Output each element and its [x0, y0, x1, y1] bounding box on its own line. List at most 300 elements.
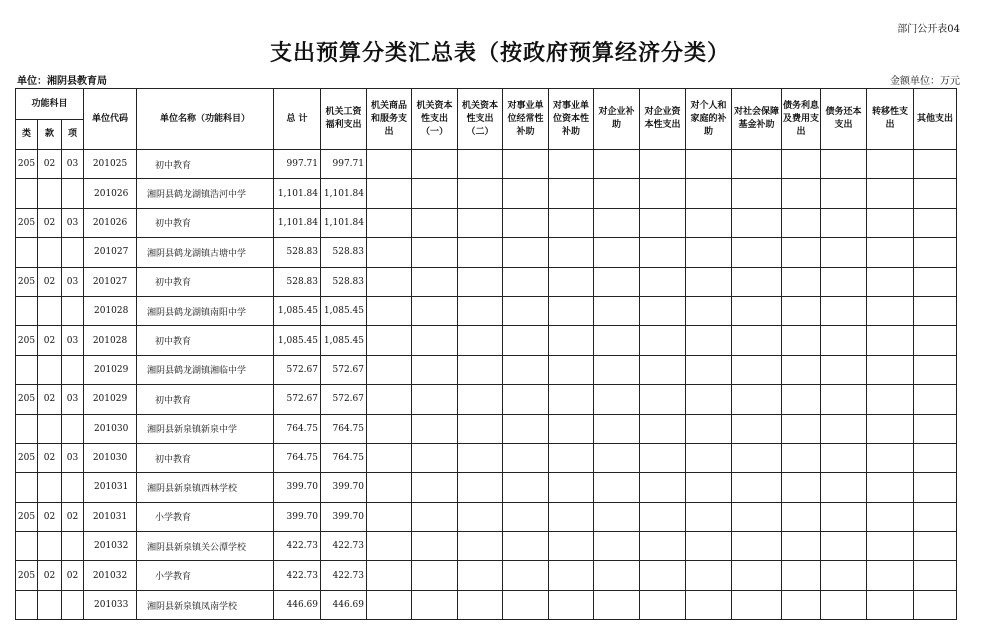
- xiang-cell: [62, 355, 84, 384]
- kuan-cell: [38, 473, 62, 502]
- empty-cell: [503, 590, 549, 619]
- empty-cell: [412, 473, 458, 502]
- table-row: [16, 473, 957, 502]
- col-header: 其他支出: [914, 89, 957, 150]
- empty-cell: [782, 326, 821, 355]
- empty-cell: [458, 296, 503, 325]
- empty-cell: [686, 502, 732, 531]
- xiang-cell: [62, 473, 84, 502]
- wage-cell: 422.73: [321, 532, 367, 561]
- empty-cell: [867, 326, 914, 355]
- empty-cell: [640, 590, 686, 619]
- kuan-cell: 02: [38, 502, 62, 531]
- lei-cell: [16, 179, 38, 208]
- unit-name-cell: 湘阴县新泉镇新泉中学: [137, 414, 274, 443]
- empty-cell: [821, 385, 867, 414]
- xiang-cell: 03: [62, 443, 84, 472]
- empty-cell: [549, 208, 594, 237]
- empty-cell: [640, 385, 686, 414]
- wage-cell: 446.69: [321, 590, 367, 619]
- empty-cell: [458, 561, 503, 590]
- kuan-cell: [38, 296, 62, 325]
- lei-cell: 205: [16, 502, 38, 531]
- unit-code-cell: 201029: [84, 355, 137, 384]
- unit-code-cell: 201033: [84, 590, 137, 619]
- empty-cell: [594, 385, 640, 414]
- empty-cell: [821, 443, 867, 472]
- empty-cell: [821, 561, 867, 590]
- unit-code-cell: 201030: [84, 414, 137, 443]
- empty-cell: [412, 238, 458, 267]
- empty-cell: [503, 267, 549, 296]
- amount-unit-label: 金额单位：万元: [890, 76, 960, 87]
- unit-code-cell: 201032: [84, 561, 137, 590]
- table-row: [16, 238, 957, 267]
- table-row: [16, 296, 957, 325]
- wage-cell: 1,101.84: [321, 179, 367, 208]
- empty-cell: [549, 502, 594, 531]
- empty-cell: [732, 502, 782, 531]
- unit-code-header: 单位代码: [84, 89, 137, 150]
- empty-cell: [821, 208, 867, 237]
- empty-cell: [594, 179, 640, 208]
- empty-cell: [594, 473, 640, 502]
- col-header: 机关资本性支出（一）: [412, 89, 458, 150]
- xiang-cell: [62, 414, 84, 443]
- table-row: [16, 326, 957, 355]
- total-cell: 399.70: [274, 502, 321, 531]
- empty-cell: [686, 326, 732, 355]
- col-header: 对事业单位经常性补助: [503, 89, 549, 150]
- table-row: [16, 443, 957, 472]
- col-header: 对个人和家庭的补助: [686, 89, 732, 150]
- table-row: [16, 532, 957, 561]
- empty-cell: [594, 267, 640, 296]
- total-cell: 572.67: [274, 355, 321, 384]
- empty-cell: [914, 590, 957, 619]
- empty-cell: [458, 414, 503, 443]
- empty-cell: [549, 532, 594, 561]
- empty-cell: [821, 179, 867, 208]
- empty-cell: [732, 561, 782, 590]
- unit-name-cell: 小学教育: [137, 561, 274, 590]
- empty-cell: [458, 179, 503, 208]
- empty-cell: [367, 208, 412, 237]
- empty-cell: [367, 473, 412, 502]
- unit-code-cell: 201029: [84, 385, 137, 414]
- col-header: 机关资本性支出（二）: [458, 89, 503, 150]
- empty-cell: [914, 502, 957, 531]
- unit-code-cell: 201030: [84, 443, 137, 472]
- empty-cell: [367, 326, 412, 355]
- unit-name-cell: 湘阴县新泉镇关公潭学校: [137, 532, 274, 561]
- xiang-cell: 03: [62, 208, 84, 237]
- empty-cell: [594, 590, 640, 619]
- empty-cell: [458, 238, 503, 267]
- empty-cell: [732, 238, 782, 267]
- empty-cell: [503, 238, 549, 267]
- empty-cell: [549, 238, 594, 267]
- empty-cell: [821, 296, 867, 325]
- empty-cell: [549, 296, 594, 325]
- empty-cell: [412, 179, 458, 208]
- empty-cell: [549, 443, 594, 472]
- empty-cell: [732, 179, 782, 208]
- empty-cell: [594, 238, 640, 267]
- xiang-cell: [62, 179, 84, 208]
- empty-cell: [458, 355, 503, 384]
- col-header: 债务还本支出: [821, 89, 867, 150]
- lei-cell: [16, 590, 38, 619]
- empty-cell: [549, 385, 594, 414]
- lei-cell: 205: [16, 385, 38, 414]
- empty-cell: [821, 355, 867, 384]
- kuan-header: 款: [38, 120, 62, 150]
- empty-cell: [640, 414, 686, 443]
- empty-cell: [594, 532, 640, 561]
- empty-cell: [412, 532, 458, 561]
- empty-cell: [640, 355, 686, 384]
- empty-cell: [549, 561, 594, 590]
- total-cell: 764.75: [274, 443, 321, 472]
- total-cell: 997.71: [274, 150, 321, 179]
- xiang-cell: 03: [62, 150, 84, 179]
- empty-cell: [821, 326, 867, 355]
- empty-cell: [686, 443, 732, 472]
- empty-cell: [549, 267, 594, 296]
- empty-cell: [914, 385, 957, 414]
- empty-cell: [640, 150, 686, 179]
- empty-cell: [867, 443, 914, 472]
- total-cell: 1,085.45: [274, 296, 321, 325]
- empty-cell: [594, 150, 640, 179]
- empty-cell: [412, 355, 458, 384]
- empty-cell: [686, 238, 732, 267]
- kuan-cell: 02: [38, 150, 62, 179]
- empty-cell: [821, 267, 867, 296]
- col-header: 机关工资福利支出: [321, 89, 367, 150]
- col-header: 转移性支出: [867, 89, 914, 150]
- empty-cell: [867, 590, 914, 619]
- table-row: [16, 590, 957, 619]
- wage-cell: 1,085.45: [321, 296, 367, 325]
- empty-cell: [458, 267, 503, 296]
- total-cell: 764.75: [274, 414, 321, 443]
- empty-cell: [782, 473, 821, 502]
- empty-cell: [503, 385, 549, 414]
- empty-cell: [782, 385, 821, 414]
- empty-cell: [732, 532, 782, 561]
- table-row: [16, 502, 957, 531]
- kuan-cell: 02: [38, 267, 62, 296]
- col-header: 债务利息及费用支出: [782, 89, 821, 150]
- wage-cell: 764.75: [321, 443, 367, 472]
- wage-cell: 1,085.45: [321, 326, 367, 355]
- empty-cell: [821, 502, 867, 531]
- empty-cell: [594, 208, 640, 237]
- unit-name-cell: 小学教育: [137, 502, 274, 531]
- empty-cell: [686, 385, 732, 414]
- empty-cell: [914, 414, 957, 443]
- empty-cell: [914, 267, 957, 296]
- kuan-cell: 02: [38, 385, 62, 414]
- empty-cell: [821, 414, 867, 443]
- wage-cell: 528.83: [321, 238, 367, 267]
- empty-cell: [867, 414, 914, 443]
- empty-cell: [732, 326, 782, 355]
- empty-cell: [732, 414, 782, 443]
- kuan-cell: [38, 590, 62, 619]
- empty-cell: [412, 502, 458, 531]
- empty-cell: [367, 502, 412, 531]
- empty-cell: [412, 414, 458, 443]
- kuan-cell: [38, 414, 62, 443]
- empty-cell: [914, 238, 957, 267]
- empty-cell: [914, 561, 957, 590]
- kuan-cell: [38, 355, 62, 384]
- empty-cell: [367, 385, 412, 414]
- lei-cell: 205: [16, 150, 38, 179]
- xiang-cell: 03: [62, 385, 84, 414]
- empty-cell: [367, 296, 412, 325]
- empty-cell: [867, 561, 914, 590]
- kuan-cell: [38, 238, 62, 267]
- total-cell: 422.73: [274, 561, 321, 590]
- empty-cell: [458, 502, 503, 531]
- empty-cell: [867, 502, 914, 531]
- empty-cell: [914, 532, 957, 561]
- empty-cell: [412, 385, 458, 414]
- total-cell: 572.67: [274, 385, 321, 414]
- empty-cell: [867, 238, 914, 267]
- lei-cell: 205: [16, 326, 38, 355]
- empty-cell: [503, 414, 549, 443]
- unit-name-cell: 湘阴县鹤龙湖镇湘临中学: [137, 355, 274, 384]
- empty-cell: [821, 590, 867, 619]
- func-subject-header: 功能科目: [16, 89, 84, 120]
- empty-cell: [867, 208, 914, 237]
- empty-cell: [867, 355, 914, 384]
- empty-cell: [782, 238, 821, 267]
- empty-cell: [686, 414, 732, 443]
- empty-cell: [782, 502, 821, 531]
- empty-cell: [732, 208, 782, 237]
- unit-name-cell: 湘阴县鹤龙湖镇南阳中学: [137, 296, 274, 325]
- unit-code-cell: 201031: [84, 473, 137, 502]
- kuan-cell: [38, 179, 62, 208]
- unit-code-cell: 201025: [84, 150, 137, 179]
- empty-cell: [594, 414, 640, 443]
- empty-cell: [503, 208, 549, 237]
- wage-cell: 572.67: [321, 355, 367, 384]
- empty-cell: [549, 355, 594, 384]
- empty-cell: [412, 296, 458, 325]
- lei-cell: [16, 414, 38, 443]
- unit-code-cell: 201028: [84, 296, 137, 325]
- table-row: [16, 208, 957, 237]
- total-header: 总 计: [274, 89, 321, 150]
- unit-name-header: 单位名称（功能科目）: [137, 89, 274, 150]
- empty-cell: [458, 385, 503, 414]
- lei-cell: 205: [16, 208, 38, 237]
- table-row: [16, 179, 957, 208]
- empty-cell: [782, 561, 821, 590]
- empty-cell: [867, 150, 914, 179]
- empty-cell: [458, 443, 503, 472]
- empty-cell: [782, 355, 821, 384]
- empty-cell: [732, 473, 782, 502]
- empty-cell: [686, 473, 732, 502]
- unit-name-cell: 初中教育: [137, 443, 274, 472]
- lei-cell: [16, 473, 38, 502]
- empty-cell: [640, 561, 686, 590]
- xiang-cell: 02: [62, 561, 84, 590]
- unit-name-cell: 湘阴县新泉镇西林学校: [137, 473, 274, 502]
- empty-cell: [458, 150, 503, 179]
- empty-cell: [367, 443, 412, 472]
- empty-cell: [867, 267, 914, 296]
- unit-name-cell: 初中教育: [137, 150, 274, 179]
- empty-cell: [367, 355, 412, 384]
- empty-cell: [782, 267, 821, 296]
- total-cell: 1,101.84: [274, 179, 321, 208]
- empty-cell: [914, 443, 957, 472]
- xiang-cell: [62, 296, 84, 325]
- lei-cell: [16, 238, 38, 267]
- xiang-cell: [62, 532, 84, 561]
- empty-cell: [867, 179, 914, 208]
- unit-name-cell: 初中教育: [137, 208, 274, 237]
- empty-cell: [914, 355, 957, 384]
- empty-cell: [594, 502, 640, 531]
- unit-code-cell: 201028: [84, 326, 137, 355]
- empty-cell: [732, 443, 782, 472]
- empty-cell: [821, 238, 867, 267]
- lei-cell: 205: [16, 561, 38, 590]
- lei-cell: [16, 355, 38, 384]
- lei-cell: [16, 532, 38, 561]
- wage-cell: 528.83: [321, 267, 367, 296]
- empty-cell: [914, 296, 957, 325]
- empty-cell: [458, 208, 503, 237]
- empty-cell: [549, 326, 594, 355]
- wage-cell: 1,101.84: [321, 208, 367, 237]
- empty-cell: [782, 414, 821, 443]
- col-header: 机关商品和服务支出: [367, 89, 412, 150]
- empty-cell: [503, 561, 549, 590]
- unit-name-cell: 初中教育: [137, 326, 274, 355]
- empty-cell: [503, 296, 549, 325]
- wage-cell: 997.71: [321, 150, 367, 179]
- wage-cell: 399.70: [321, 502, 367, 531]
- col-header: 对社会保障基金补助: [732, 89, 782, 150]
- empty-cell: [732, 590, 782, 619]
- col-header: 对企业资本性支出: [640, 89, 686, 150]
- page-title: 支出预算分类汇总表（按政府预算经济分类）: [269, 40, 730, 66]
- empty-cell: [867, 385, 914, 414]
- table-row: [16, 414, 957, 443]
- empty-cell: [686, 590, 732, 619]
- total-cell: 1,101.84: [274, 208, 321, 237]
- empty-cell: [503, 326, 549, 355]
- empty-cell: [367, 267, 412, 296]
- total-cell: 446.69: [274, 590, 321, 619]
- total-cell: 1,085.45: [274, 326, 321, 355]
- empty-cell: [732, 267, 782, 296]
- empty-cell: [821, 473, 867, 502]
- empty-cell: [640, 326, 686, 355]
- empty-cell: [412, 150, 458, 179]
- empty-cell: [782, 532, 821, 561]
- empty-cell: [367, 179, 412, 208]
- empty-cell: [503, 473, 549, 502]
- unit-name-cell: 初中教育: [137, 267, 274, 296]
- unit-name-cell: 初中教育: [137, 385, 274, 414]
- unit-code-cell: 201031: [84, 502, 137, 531]
- empty-cell: [549, 414, 594, 443]
- col-header: 对事业单位资本性补助: [549, 89, 594, 150]
- empty-cell: [782, 179, 821, 208]
- unit-code-cell: 201026: [84, 179, 137, 208]
- xiang-cell: 03: [62, 326, 84, 355]
- empty-cell: [594, 296, 640, 325]
- empty-cell: [821, 532, 867, 561]
- empty-cell: [367, 238, 412, 267]
- empty-cell: [503, 502, 549, 531]
- empty-cell: [549, 590, 594, 619]
- lei-cell: 205: [16, 443, 38, 472]
- unit-code-cell: 201027: [84, 267, 137, 296]
- kuan-cell: 02: [38, 561, 62, 590]
- empty-cell: [549, 473, 594, 502]
- lei-cell: [16, 296, 38, 325]
- empty-cell: [914, 473, 957, 502]
- table-row: [16, 355, 957, 384]
- lei-cell: 205: [16, 267, 38, 296]
- lei-header: 类: [16, 120, 38, 150]
- empty-cell: [367, 532, 412, 561]
- budget-table: [15, 88, 957, 620]
- wage-cell: 399.70: [321, 473, 367, 502]
- unit-label: 单位：湘阴县教育局: [17, 76, 107, 87]
- unit-name-cell: 湘阴县鹤龙湖镇古塘中学: [137, 238, 274, 267]
- empty-cell: [686, 208, 732, 237]
- empty-cell: [594, 355, 640, 384]
- empty-cell: [867, 532, 914, 561]
- xiang-header: 项: [62, 120, 84, 150]
- empty-cell: [686, 150, 732, 179]
- empty-cell: [686, 355, 732, 384]
- unit-code-cell: 201027: [84, 238, 137, 267]
- empty-cell: [503, 355, 549, 384]
- empty-cell: [686, 532, 732, 561]
- empty-cell: [640, 179, 686, 208]
- empty-cell: [686, 267, 732, 296]
- xiang-cell: 03: [62, 267, 84, 296]
- unit-code-cell: 201032: [84, 532, 137, 561]
- empty-cell: [732, 385, 782, 414]
- empty-cell: [914, 150, 957, 179]
- empty-cell: [782, 208, 821, 237]
- xiang-cell: [62, 590, 84, 619]
- empty-cell: [732, 296, 782, 325]
- table-row: [16, 385, 957, 414]
- empty-cell: [867, 473, 914, 502]
- empty-cell: [412, 326, 458, 355]
- empty-cell: [640, 443, 686, 472]
- empty-cell: [640, 502, 686, 531]
- empty-cell: [503, 532, 549, 561]
